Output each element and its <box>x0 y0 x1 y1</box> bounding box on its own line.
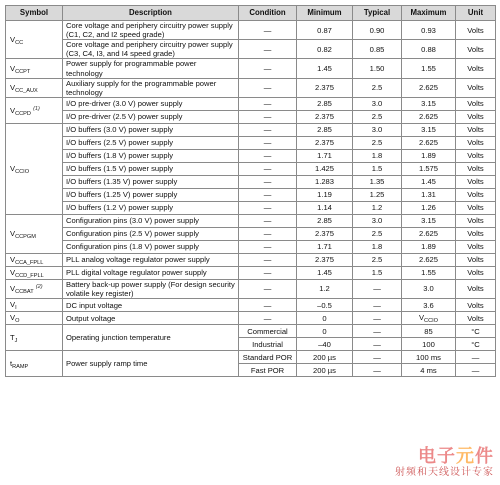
table-row <box>6 40 496 59</box>
table-row <box>6 78 496 97</box>
condition-cell: — <box>239 175 297 188</box>
max-cell: 1.575 <box>402 162 456 175</box>
condition-cell: — <box>239 40 297 59</box>
description-cell: PLL analog voltage regulator power supply <box>63 253 239 266</box>
table-row <box>6 312 496 325</box>
max-cell: 2.625 <box>402 78 456 97</box>
typ-cell: 0.90 <box>353 21 402 40</box>
condition-cell: — <box>239 214 297 227</box>
min-cell: 1.425 <box>297 162 353 175</box>
description-cell: I/O buffers (3.0 V) power supply <box>63 123 239 136</box>
condition-cell: Commercial <box>239 325 297 338</box>
unit-cell: Volts <box>456 279 496 298</box>
description-cell: DC input voltage <box>63 299 239 312</box>
header-minimum: Minimum <box>297 6 353 21</box>
min-cell: 1.283 <box>297 175 353 188</box>
unit-cell: Volts <box>456 40 496 59</box>
min-cell: 1.71 <box>297 240 353 253</box>
header-description: Description <box>63 6 239 21</box>
max-cell: 1.31 <box>402 188 456 201</box>
typ-cell: — <box>353 279 402 298</box>
unit-cell: Volts <box>456 59 496 78</box>
footnote-ref: (2) <box>35 284 43 291</box>
typ-cell: 3.0 <box>353 123 402 136</box>
max-cell: 0.88 <box>402 40 456 59</box>
typ-cell: 2.5 <box>353 253 402 266</box>
condition-cell: — <box>239 21 297 40</box>
max-cell: 1.89 <box>402 240 456 253</box>
min-cell: 2.85 <box>297 123 353 136</box>
max-cell: 4 ms <box>402 364 456 377</box>
unit-cell: Volts <box>456 227 496 240</box>
max-cell: 1.45 <box>402 175 456 188</box>
symbol-cell: $V_{CCPD}$ $^{(1)}$ <box>6 97 63 123</box>
symbol-cell: $T_J$ <box>6 325 63 351</box>
table-row <box>6 149 496 162</box>
min-cell: 0.87 <box>297 21 353 40</box>
min-cell: 2.85 <box>297 214 353 227</box>
symbol-cell: $V_I$ <box>6 299 63 312</box>
condition-cell: — <box>239 59 297 78</box>
max-cell: 100 ms <box>402 351 456 364</box>
header-symbol: Symbol <box>6 6 63 21</box>
unit-cell: Volts <box>456 201 496 214</box>
unit-cell: Volts <box>456 123 496 136</box>
min-cell: 2.85 <box>297 97 353 110</box>
description-cell: I/O buffers (1.35 V) power supply <box>63 175 239 188</box>
max-cell: 1.89 <box>402 149 456 162</box>
min-cell: 200 µs <box>297 364 353 377</box>
typ-cell: 1.8 <box>353 149 402 162</box>
condition-cell: — <box>239 201 297 214</box>
table-row <box>6 123 496 136</box>
min-cell: 2.375 <box>297 110 353 123</box>
max-cell: 3.15 <box>402 214 456 227</box>
typ-cell: — <box>353 351 402 364</box>
symbol-cell: $V_{CCPT}$ <box>6 59 63 78</box>
unit-cell: Volts <box>456 162 496 175</box>
unit-cell: Volts <box>456 149 496 162</box>
typ-cell: 3.0 <box>353 97 402 110</box>
max-cell: 2.625 <box>402 110 456 123</box>
max-cell: 0.93 <box>402 21 456 40</box>
symbol-cell: $V_{CCIO}$ <box>6 123 63 214</box>
condition-cell: — <box>239 253 297 266</box>
typ-cell: 0.85 <box>353 40 402 59</box>
max-cell: 3.0 <box>402 279 456 298</box>
symbol-cell: $V_{CCA\_FPLL}$ <box>6 253 63 266</box>
description-cell: I/O buffers (1.5 V) power supply <box>63 162 239 175</box>
unit-cell: Volts <box>456 240 496 253</box>
description-cell: PLL digital voltage regulator power supply <box>63 266 239 279</box>
max-cell: 2.625 <box>402 227 456 240</box>
description-cell: I/O buffers (1.8 V) power supply <box>63 149 239 162</box>
min-cell: 2.375 <box>297 227 353 240</box>
unit-cell: Volts <box>456 97 496 110</box>
symbol-cell: $V_{CCBAT}$ $^{(2)}$ <box>6 279 63 298</box>
condition-cell: — <box>239 97 297 110</box>
unit-cell: Volts <box>456 312 496 325</box>
unit-cell: — <box>456 351 496 364</box>
table-row <box>6 110 496 123</box>
description-cell: I/O buffers (1.25 V) power supply <box>63 188 239 201</box>
min-cell: 1.45 <box>297 59 353 78</box>
max-cell: 1.26 <box>402 201 456 214</box>
min-cell: 0 <box>297 312 353 325</box>
typ-cell: 1.35 <box>353 175 402 188</box>
table-row <box>6 201 496 214</box>
symbol-cell: $V_{CC}$ <box>6 21 63 59</box>
unit-cell: Volts <box>456 136 496 149</box>
power-supply-table <box>5 5 496 377</box>
min-cell: 1.19 <box>297 188 353 201</box>
max-cell: 2.625 <box>402 253 456 266</box>
description-cell: I/O pre-driver (2.5 V) power supply <box>63 110 239 123</box>
table-row <box>6 136 496 149</box>
unit-cell: Volts <box>456 78 496 97</box>
min-cell: 1.71 <box>297 149 353 162</box>
typ-cell: 2.5 <box>353 227 402 240</box>
unit-cell: °C <box>456 325 496 338</box>
description-cell: Power supply ramp time <box>63 351 239 377</box>
typ-cell: 1.5 <box>353 266 402 279</box>
condition-cell: Standard POR <box>239 351 297 364</box>
typ-cell: — <box>353 312 402 325</box>
description-cell: Configuration pins (1.8 V) power supply <box>63 240 239 253</box>
watermark <box>395 447 494 479</box>
header-condition: Condition <box>239 6 297 21</box>
unit-cell: Volts <box>456 21 496 40</box>
unit-cell: Volts <box>456 175 496 188</box>
description-cell: I/O buffers (2.5 V) power supply <box>63 136 239 149</box>
description-cell: Auxiliary supply for the programmable power technology <box>63 78 239 97</box>
max-cell: 1.55 <box>402 59 456 78</box>
table-row <box>6 325 496 338</box>
typ-cell: — <box>353 338 402 351</box>
min-cell: 2.375 <box>297 253 353 266</box>
condition-cell: — <box>239 78 297 97</box>
table-row <box>6 21 496 40</box>
condition-cell: — <box>239 240 297 253</box>
typ-cell: 2.5 <box>353 78 402 97</box>
table-row <box>6 227 496 240</box>
condition-cell: Fast POR <box>239 364 297 377</box>
table-row <box>6 188 496 201</box>
min-cell: 0.82 <box>297 40 353 59</box>
typ-cell: 3.0 <box>353 214 402 227</box>
condition-cell: — <box>239 149 297 162</box>
condition-cell: — <box>239 110 297 123</box>
min-cell: 1.2 <box>297 279 353 298</box>
table-row <box>6 299 496 312</box>
min-cell: 1.14 <box>297 201 353 214</box>
max-cell: 3.15 <box>402 123 456 136</box>
description-cell: Battery back-up power supply (For design security volatile key register) <box>63 279 239 298</box>
typ-cell: 1.50 <box>353 59 402 78</box>
condition-cell: — <box>239 266 297 279</box>
table-row <box>6 253 496 266</box>
typ-cell: 1.8 <box>353 240 402 253</box>
table-row <box>6 214 496 227</box>
min-cell: –0.5 <box>297 299 353 312</box>
symbol-cell: $V_{CC\_AUX}$ <box>6 78 63 97</box>
table-row <box>6 266 496 279</box>
description-cell: Operating junction temperature <box>63 325 239 351</box>
unit-cell: — <box>456 364 496 377</box>
min-cell: 2.375 <box>297 136 353 149</box>
watermark-logo: 电子元件 <box>418 446 494 467</box>
unit-cell: °C <box>456 338 496 351</box>
description-cell: Core voltage and periphery circuitry power supply (C3, C4, I3, and I4 speed grade) <box>63 40 239 59</box>
max-cell: 3.15 <box>402 97 456 110</box>
condition-cell: — <box>239 162 297 175</box>
max-cell: 85 <box>402 325 456 338</box>
table-row <box>6 162 496 175</box>
description-cell: Power supply for programmable power technology <box>63 59 239 78</box>
header-unit: Unit <box>456 6 496 21</box>
typ-cell: 1.25 <box>353 188 402 201</box>
description-cell: Core voltage and periphery circuitry power supply (C1, C2, and I2 speed grade) <box>63 21 239 40</box>
table-row <box>6 59 496 78</box>
condition-cell: Industrial <box>239 338 297 351</box>
symbol-cell: $V_{CCPGM}$ <box>6 214 63 253</box>
condition-cell: — <box>239 123 297 136</box>
unit-cell: Volts <box>456 214 496 227</box>
header-maximum: Maximum <box>402 6 456 21</box>
max-cell: 2.625 <box>402 136 456 149</box>
condition-cell: — <box>239 299 297 312</box>
typ-cell: — <box>353 299 402 312</box>
watermark-tagline: 射频和天线设计专家 <box>395 467 494 478</box>
table-row <box>6 351 496 364</box>
max-cell: 1.55 <box>402 266 456 279</box>
min-cell: 2.375 <box>297 78 353 97</box>
description-cell: I/O pre-driver (3.0 V) power supply <box>63 97 239 110</box>
min-cell: 1.45 <box>297 266 353 279</box>
typ-cell: — <box>353 325 402 338</box>
min-cell: 200 µs <box>297 351 353 364</box>
typ-cell: 1.2 <box>353 201 402 214</box>
max-cell: 3.6 <box>402 299 456 312</box>
typ-cell: — <box>353 364 402 377</box>
unit-cell: Volts <box>456 299 496 312</box>
unit-cell: Volts <box>456 266 496 279</box>
description-cell: Configuration pins (3.0 V) power supply <box>63 214 239 227</box>
condition-cell: — <box>239 188 297 201</box>
description-cell: Configuration pins (2.5 V) power supply <box>63 227 239 240</box>
table-row <box>6 279 496 298</box>
symbol-cell: $V_O$ <box>6 312 63 325</box>
symbol-cell: $V_{CCD\_FPLL}$ <box>6 266 63 279</box>
symbol-cell: $t_{RAMP}$ <box>6 351 63 377</box>
condition-cell: — <box>239 279 297 298</box>
unit-cell: Volts <box>456 253 496 266</box>
table-row <box>6 240 496 253</box>
description-cell: Output voltage <box>63 312 239 325</box>
description-cell: I/O buffers (1.2 V) power supply <box>63 201 239 214</box>
footnote-ref: (1) <box>33 105 40 112</box>
unit-cell: Volts <box>456 110 496 123</box>
typ-cell: 1.5 <box>353 162 402 175</box>
table-row <box>6 97 496 110</box>
table-header-row <box>6 6 496 21</box>
condition-cell: — <box>239 136 297 149</box>
condition-cell: — <box>239 312 297 325</box>
table-row <box>6 175 496 188</box>
max-cell: $V_{CCIO}$ <box>402 312 456 325</box>
condition-cell: — <box>239 227 297 240</box>
typ-cell: 2.5 <box>353 110 402 123</box>
min-cell: 0 <box>297 325 353 338</box>
typ-cell: 2.5 <box>353 136 402 149</box>
header-typical: Typical <box>353 6 402 21</box>
min-cell: –40 <box>297 338 353 351</box>
max-cell: 100 <box>402 338 456 351</box>
unit-cell: Volts <box>456 188 496 201</box>
